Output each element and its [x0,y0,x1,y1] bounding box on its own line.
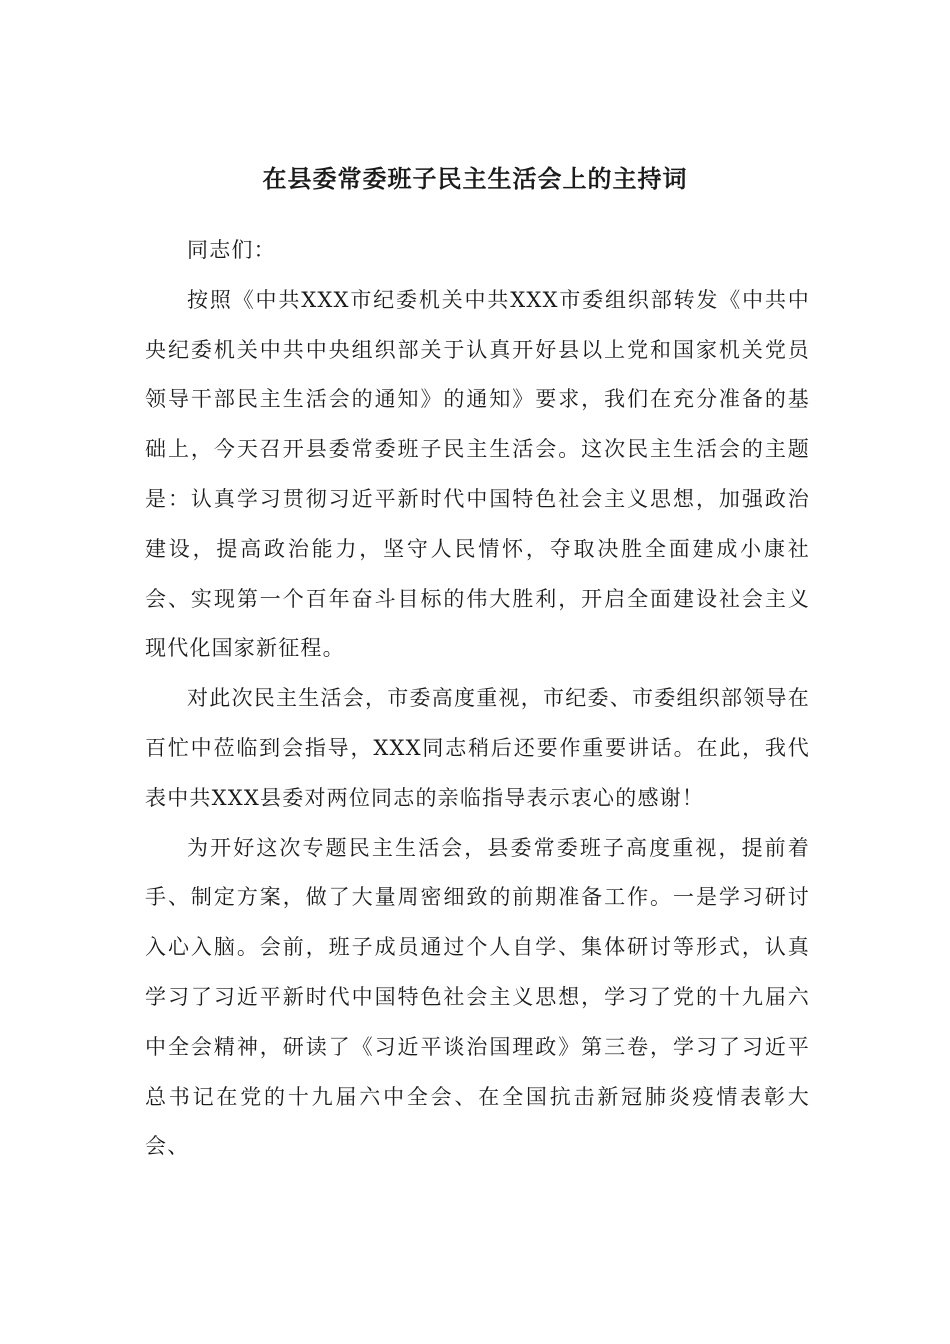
body-paragraph: 为开好这次专题民主生活会，县委常委班子高度重视，提前着手、制定方案，做了大量周密细致的前期准备工作。一是学习研讨入心入脑。会前，班子成员通过个人自学、集体研讨等形式，认真学习了习近平新时代中国特色社会主义思想，学习了党的十九届六中全会精神，研读了《习近平谈治国理政》第三卷，学习了习近平总书记在党的十九届六中全会、在全国抗击新冠肺炎疫情表彰大会、 [145,835,810,1159]
body-paragraph: 按照《中共XXX市纪委机关中共XXX市委组织部转发《中共中央纪委机关中共中央组织部关于认真开好县以上党和国家机关党员领导干部民主生活会的通知》的通知》要求，我们在充分准备的基础上，今天召开县委常委班子民主生活会。这次民主生活会的主题是：认真学习贯彻习近平新时代中国特色社会主义思想，加强政治建设，提高政治能力，坚守人民情怀，夺取决胜全面建成小康社会、实现第一个百年奋斗目标的伟大胜利，开启全面建设社会主义现代化国家新征程。 [145,287,810,661]
document-body [145,226,810,1172]
document-title: 在县委常委班子民主生活会上的主持词 [262,164,688,193]
body-paragraph: 对此次民主生活会，市委高度重视，市纪委、市委组织部领导在百忙中莅临到会指导，XXX同志稍后还要作重要讲话。在此，我代表中共XXX县委对两位同志的亲临指导表示衷心的感谢！ [145,686,810,810]
greeting-paragraph: 同志们： [187,238,276,262]
